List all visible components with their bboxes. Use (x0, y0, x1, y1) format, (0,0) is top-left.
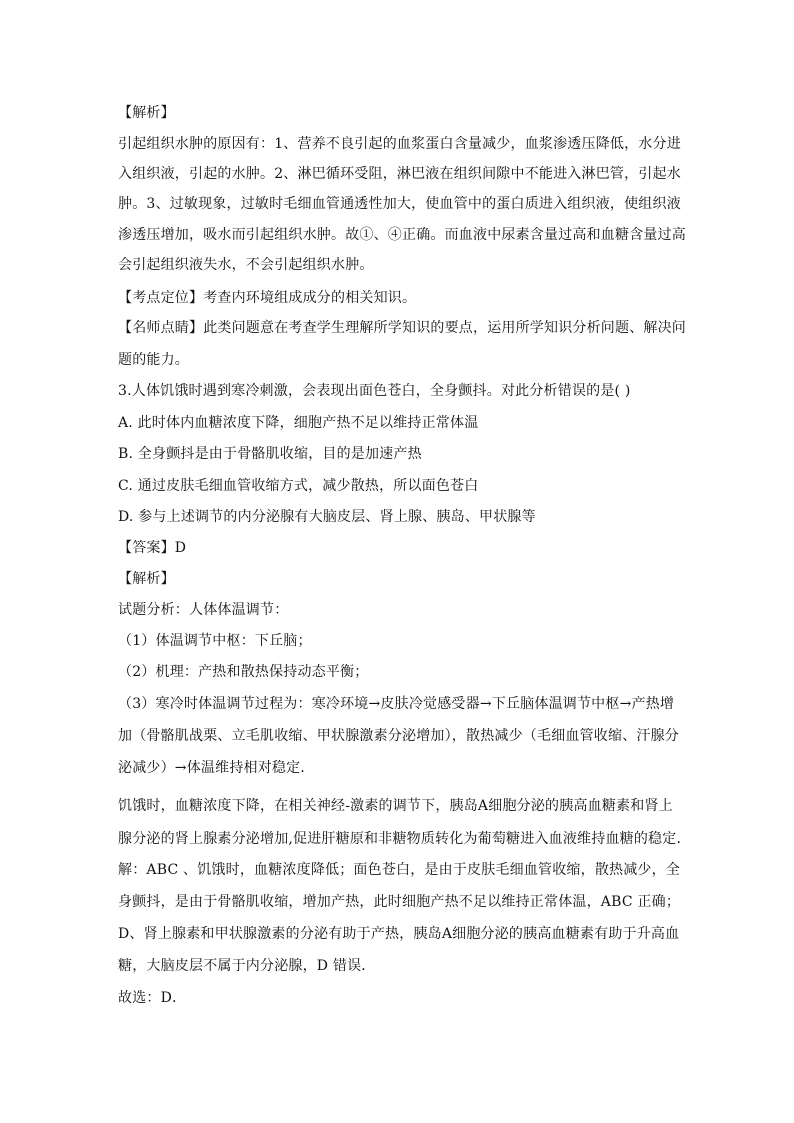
section-heading-teacher-note: 【名师点睛】此类问题意在考查学生理解所学知识的要点，运用所学知识分析问题、解决问 (118, 320, 686, 336)
paragraph-line: 渗透压增加，吸水而引起组织水肿。故①、④正确。而血液中尿素含量过高和血糖含量过高 (118, 227, 686, 243)
paragraph-line: 入组织液，引起的水肿。2、淋巴循环受阻，淋巴液在组织间隙中不能进入淋巴管，引起水 (118, 166, 681, 182)
section-heading-analysis: 【解析】 (118, 105, 175, 121)
paragraph-line: （2）机理：产热和散热保持动态平衡； (118, 664, 369, 680)
conclusion-line: 故选：D． (118, 990, 187, 1006)
question-stem: 3.人体饥饿时遇到寒冷刺激，会表现出面色苍白，全身颤抖。对此分析错误的是( ) (118, 383, 631, 399)
section-heading-key-point: 【考点定位】考查内环境组成成分的相关知识。 (118, 290, 417, 306)
paragraph-line: 肿。3、过敏现象，过敏时毛细血管通透性加大，使血管中的蛋白质进入组织液，使组织液 (118, 196, 681, 212)
section-heading-analysis: 【解析】 (118, 571, 175, 587)
paragraph-line: 会引起组织液失水，不会引起组织水肿。 (118, 257, 374, 273)
paragraph-line: 饥饿时，血糖浓度下降，在相关神经-激素的调节下，胰岛A细胞分泌的胰高血糖素和肾上 (118, 798, 673, 814)
option-a: A. 此时体内血糖浓度下降，细胞产热不足以维持正常体温 (118, 415, 479, 431)
option-b: B. 全身颤抖是由于骨骼肌收缩，目的是加速产热 (118, 446, 422, 462)
paragraph-line: 引起组织水肿的原因有：1、营养不良引起的血浆蛋白含量减少，血浆渗透压降低，水分进 (118, 136, 681, 152)
answer-line: 【答案】D (118, 540, 187, 556)
option-d: D. 参与上述调节的内分泌腺有大脑皮层、肾上腺、胰岛、甲状腺等 (118, 509, 536, 525)
paragraph-line: 解：ABC 、饥饿时，血糖浓度降低；面色苍白，是由于皮肤毛细血管收缩，散热减少，全 (118, 862, 681, 878)
paragraph-line: 身颤抖，是由于骨骼肌收缩，增加产热，此时细胞产热不足以维持正常体温，ABC 正确； (118, 894, 681, 910)
paragraph-line: （3）寒冷时体温调节过程为：寒冷环境→皮肤冷觉感受器→下丘脑体温调节中枢→产热增 (118, 696, 675, 712)
paragraph-line: 糖，大脑皮层不属于内分泌腺，D 错误． (118, 958, 376, 974)
paragraph-line: 腺分泌的肾上腺素分泌增加,促进肝糖原和非糖物质转化为葡萄糖进入血液维持血糖的稳定． (118, 831, 691, 847)
paragraph-line: 试题分析：人体体温调节： (118, 602, 289, 618)
paragraph-line: 泌减少）→体温维持相对稳定． (118, 760, 315, 776)
paragraph-line: （1）体温调节中枢：下丘脑； (118, 633, 312, 649)
paragraph-line: 加（骨骼肌战栗、立毛肌收缩、甲状腺激素分泌增加），散热减少（毛细血管收缩、汗腺分 (118, 728, 679, 744)
paragraph-line: 题的能力。 (118, 352, 189, 368)
paragraph-line: D、肾上腺素和甲状腺激素的分泌有助于产热，胰岛A细胞分泌的胰高血糖素有助于升高血 (118, 926, 680, 942)
option-c: C. 通过皮肤毛细血管收缩方式，减少散热，所以面色苍白 (118, 478, 479, 494)
